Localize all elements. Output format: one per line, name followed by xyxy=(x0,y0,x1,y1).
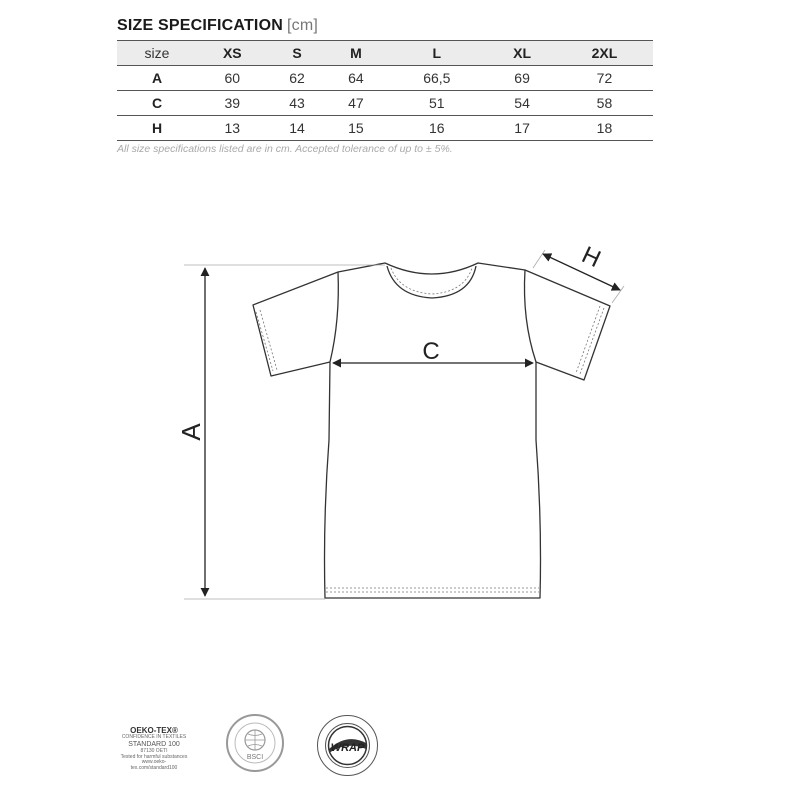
oeko-brand: OEKO-TEX® xyxy=(130,726,178,735)
header-size-xl: XL xyxy=(513,45,532,61)
label-a: A xyxy=(176,423,206,441)
table-cell: 39 xyxy=(224,95,241,111)
table-cell: 60 xyxy=(224,70,241,86)
oeko-standard: STANDARD 100 xyxy=(128,740,180,748)
title-unit: [cm] xyxy=(286,17,319,34)
table-cell: 51 xyxy=(429,95,445,111)
header-size-2xl: 2XL xyxy=(591,45,618,61)
table-cell: 72 xyxy=(596,70,613,86)
table-cell: 15 xyxy=(348,120,364,136)
dimension-a xyxy=(184,265,385,599)
row-label: A xyxy=(151,70,163,86)
bsci-label: BSCI xyxy=(246,754,264,761)
wrap-label: WRAP xyxy=(330,742,365,754)
table-cell: 18 xyxy=(596,120,613,136)
oeko-code: 87130 OETI xyxy=(140,747,168,754)
table-cell: 58 xyxy=(596,95,613,111)
oeko-line1: CONFIDENCE IN TEXTILES xyxy=(121,734,187,741)
label-c: C xyxy=(422,338,440,365)
header-size-s: S xyxy=(292,45,302,61)
oeko-line2: Tested for harmful substances xyxy=(120,753,188,760)
dimension-h xyxy=(533,250,624,303)
oeko-tex-logo xyxy=(120,726,188,772)
table-cell: 54 xyxy=(514,95,530,111)
header-size-m: M xyxy=(350,45,362,61)
table-cell: 64 xyxy=(348,70,364,86)
header-size-l: L xyxy=(432,45,442,61)
tshirt-outline xyxy=(253,263,610,598)
row-label: H xyxy=(151,120,163,136)
header-size-label: size xyxy=(144,45,170,61)
table-cell: 13 xyxy=(224,120,241,136)
wrap-logo xyxy=(315,713,380,778)
label-h: H xyxy=(577,241,605,274)
table-cell: 62 xyxy=(289,70,305,86)
table-cell: 17 xyxy=(514,120,530,136)
table-cell: 69 xyxy=(514,70,530,86)
table-cell: 14 xyxy=(289,120,305,136)
table-cell: 47 xyxy=(348,95,364,111)
title-main: SIZE SPECIFICATION xyxy=(117,17,283,34)
row-label: C xyxy=(151,95,163,111)
table-cell: 16 xyxy=(429,120,445,136)
stitch-lines xyxy=(256,268,604,592)
bsci-logo xyxy=(225,713,285,773)
table-cell: 66,5 xyxy=(423,70,451,86)
table-cell: 43 xyxy=(289,95,305,111)
tolerance-note: All size specifications listed are in cm. Accepted tolerance of up to ± 5%. xyxy=(117,143,453,155)
header-size-xs: XS xyxy=(222,45,242,61)
oeko-line3: www.oeko-tex.com/standard100 xyxy=(130,759,178,772)
